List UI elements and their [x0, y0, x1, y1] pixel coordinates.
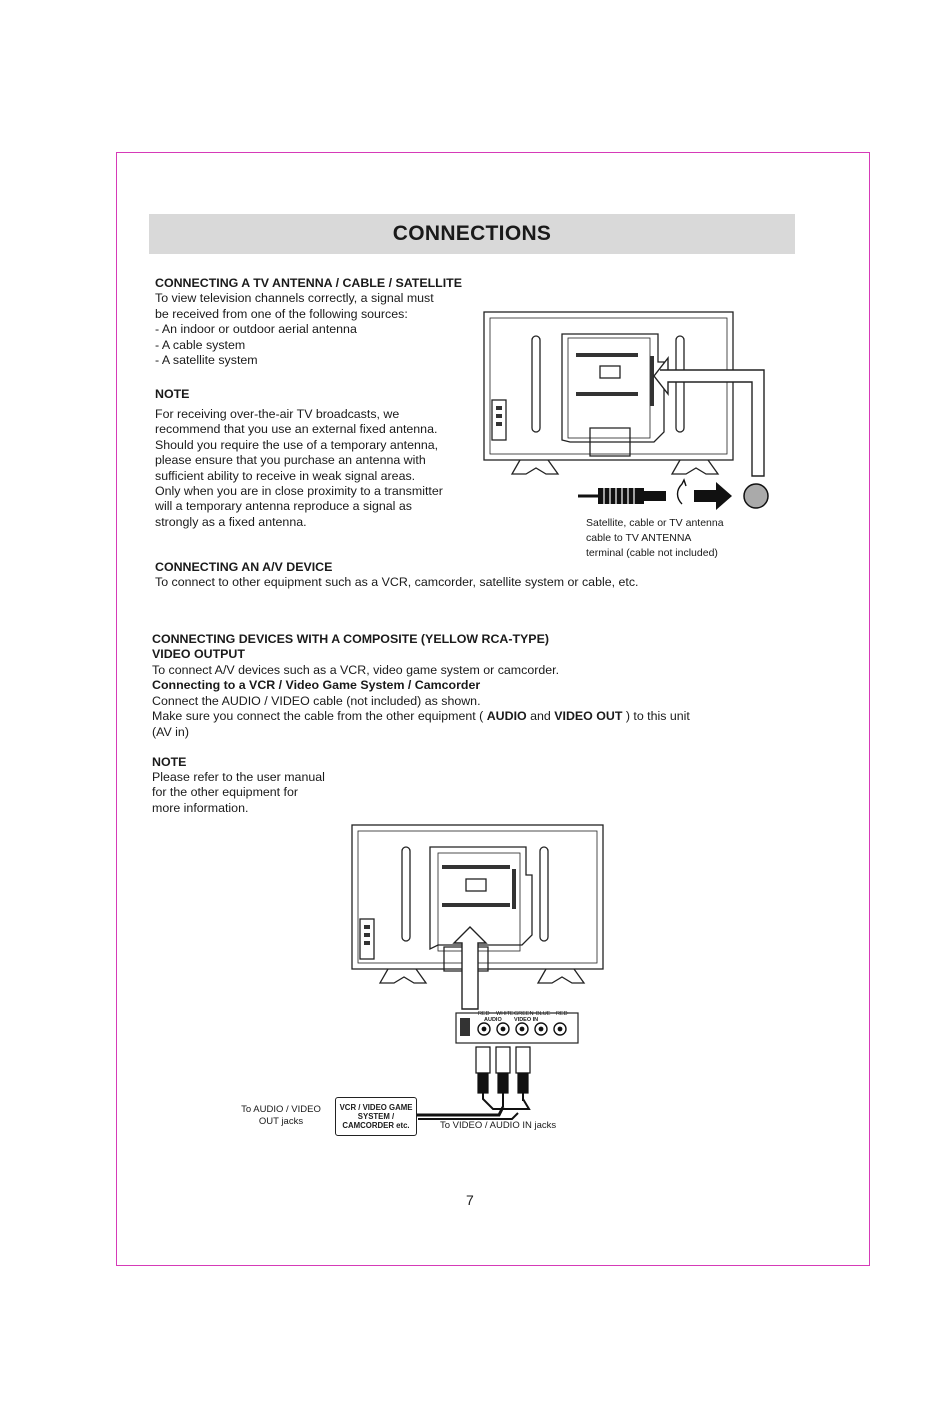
- note-line: sufficient ability to receive in weak signal areas.: [155, 468, 416, 483]
- note-line: Please refer to the user manual: [152, 770, 325, 784]
- note-line: For receiving over-the-air TV broadcasts, we: [155, 407, 400, 421]
- av-section: [155, 560, 638, 591]
- device-box-line: VCR / VIDEO GAME: [339, 1103, 413, 1112]
- composite-intro: To connect A/V devices such as a VCR, video game system or camcorder.: [152, 662, 560, 677]
- note-heading: NOTE: [155, 387, 190, 401]
- note-line: Should you require the use of a temporary antenna,: [155, 437, 439, 452]
- label-out: [232, 1104, 330, 1128]
- jack-sublabel: AUDIO: [484, 1017, 502, 1023]
- audio-keyword: AUDIO: [486, 709, 527, 724]
- composite-line: Connect the AUDIO / VIDEO cable (not included) as shown.: [152, 693, 481, 708]
- label-out-line: To AUDIO / VIDEO: [241, 1104, 321, 1115]
- av-text: To connect to other equipment such as a VCR, camcorder, satellite system or cable, etc.: [155, 575, 639, 590]
- jack-label: RED: [478, 1011, 490, 1017]
- note-line: strongly as a fixed antenna.: [155, 514, 307, 529]
- note-line: for the other equipment for: [152, 785, 299, 800]
- composite-heading: CONNECTING DEVICES WITH A COMPOSITE (YELLOW RCA-TYPE): [152, 632, 549, 646]
- note-heading-2: NOTE: [152, 755, 187, 769]
- page-number: 7: [466, 1192, 474, 1208]
- antenna-line: To view television channels correctly, a signal must: [155, 291, 434, 306]
- note-line: recommend that you use an external fixed antenna.: [155, 422, 438, 437]
- jack-label: BLUE: [536, 1011, 551, 1017]
- composite-section: [152, 632, 690, 741]
- antenna-heading: CONNECTING A TV ANTENNA / CABLE / SATELLITE: [155, 276, 463, 290]
- antenna-section: [155, 276, 462, 368]
- note-line: will a temporary antenna reproduce a signal as: [155, 499, 412, 514]
- caption-line: Satellite, cable or TV antenna: [586, 517, 724, 529]
- note-line: more information.: [152, 800, 249, 815]
- device-box-line: SYSTEM /: [357, 1112, 395, 1121]
- composite-line-pre: Make sure you connect the cable from the other equipment (: [152, 709, 487, 724]
- caption-line: cable to TV ANTENNA: [586, 532, 692, 544]
- note-line: please ensure that you purchase an antenna with: [155, 453, 426, 468]
- device-box-line: CAMCORDER etc.: [342, 1121, 410, 1130]
- antenna-caption: [586, 516, 724, 561]
- antenna-line: - A satellite system: [155, 353, 258, 368]
- note-line: Only when you are in close proximity to a transmitter: [155, 484, 443, 499]
- jack-label: WHITE: [496, 1011, 514, 1017]
- caption-line: terminal (cable not included): [586, 547, 718, 559]
- composite-note: [152, 770, 325, 816]
- composite-line: (AV in): [152, 725, 189, 740]
- composite-subheading: Connecting to a VCR / Video Game System / Camcorder: [152, 678, 481, 693]
- jack-sublabel: VIDEO IN: [514, 1017, 539, 1023]
- jack-label: GREEN: [514, 1011, 534, 1017]
- antenna-line: - An indoor or outdoor aerial antenna: [155, 322, 357, 337]
- jack-label: RED: [556, 1011, 568, 1017]
- antenna-line: - A cable system: [155, 337, 246, 352]
- label-out-line: OUT jacks: [258, 1116, 304, 1127]
- composite-line: [152, 709, 690, 724]
- antenna-line: be received from one of the following sources:: [155, 306, 408, 321]
- device-box: [335, 1097, 417, 1136]
- composite-heading-2: VIDEO OUTPUT: [152, 647, 245, 662]
- page-title: CONNECTIONS: [392, 222, 552, 245]
- label-in: To VIDEO / AUDIO IN jacks: [440, 1120, 557, 1131]
- title-bar: [149, 214, 795, 254]
- av-heading: CONNECTING AN A/V DEVICE: [155, 560, 333, 574]
- tv-rear-antenna-illustration: [480, 310, 780, 540]
- composite-line-and: and: [526, 709, 555, 724]
- video-out-keyword: VIDEO OUT: [554, 709, 623, 724]
- antenna-note: [155, 407, 443, 530]
- composite-line-post: ) to this unit: [622, 709, 690, 724]
